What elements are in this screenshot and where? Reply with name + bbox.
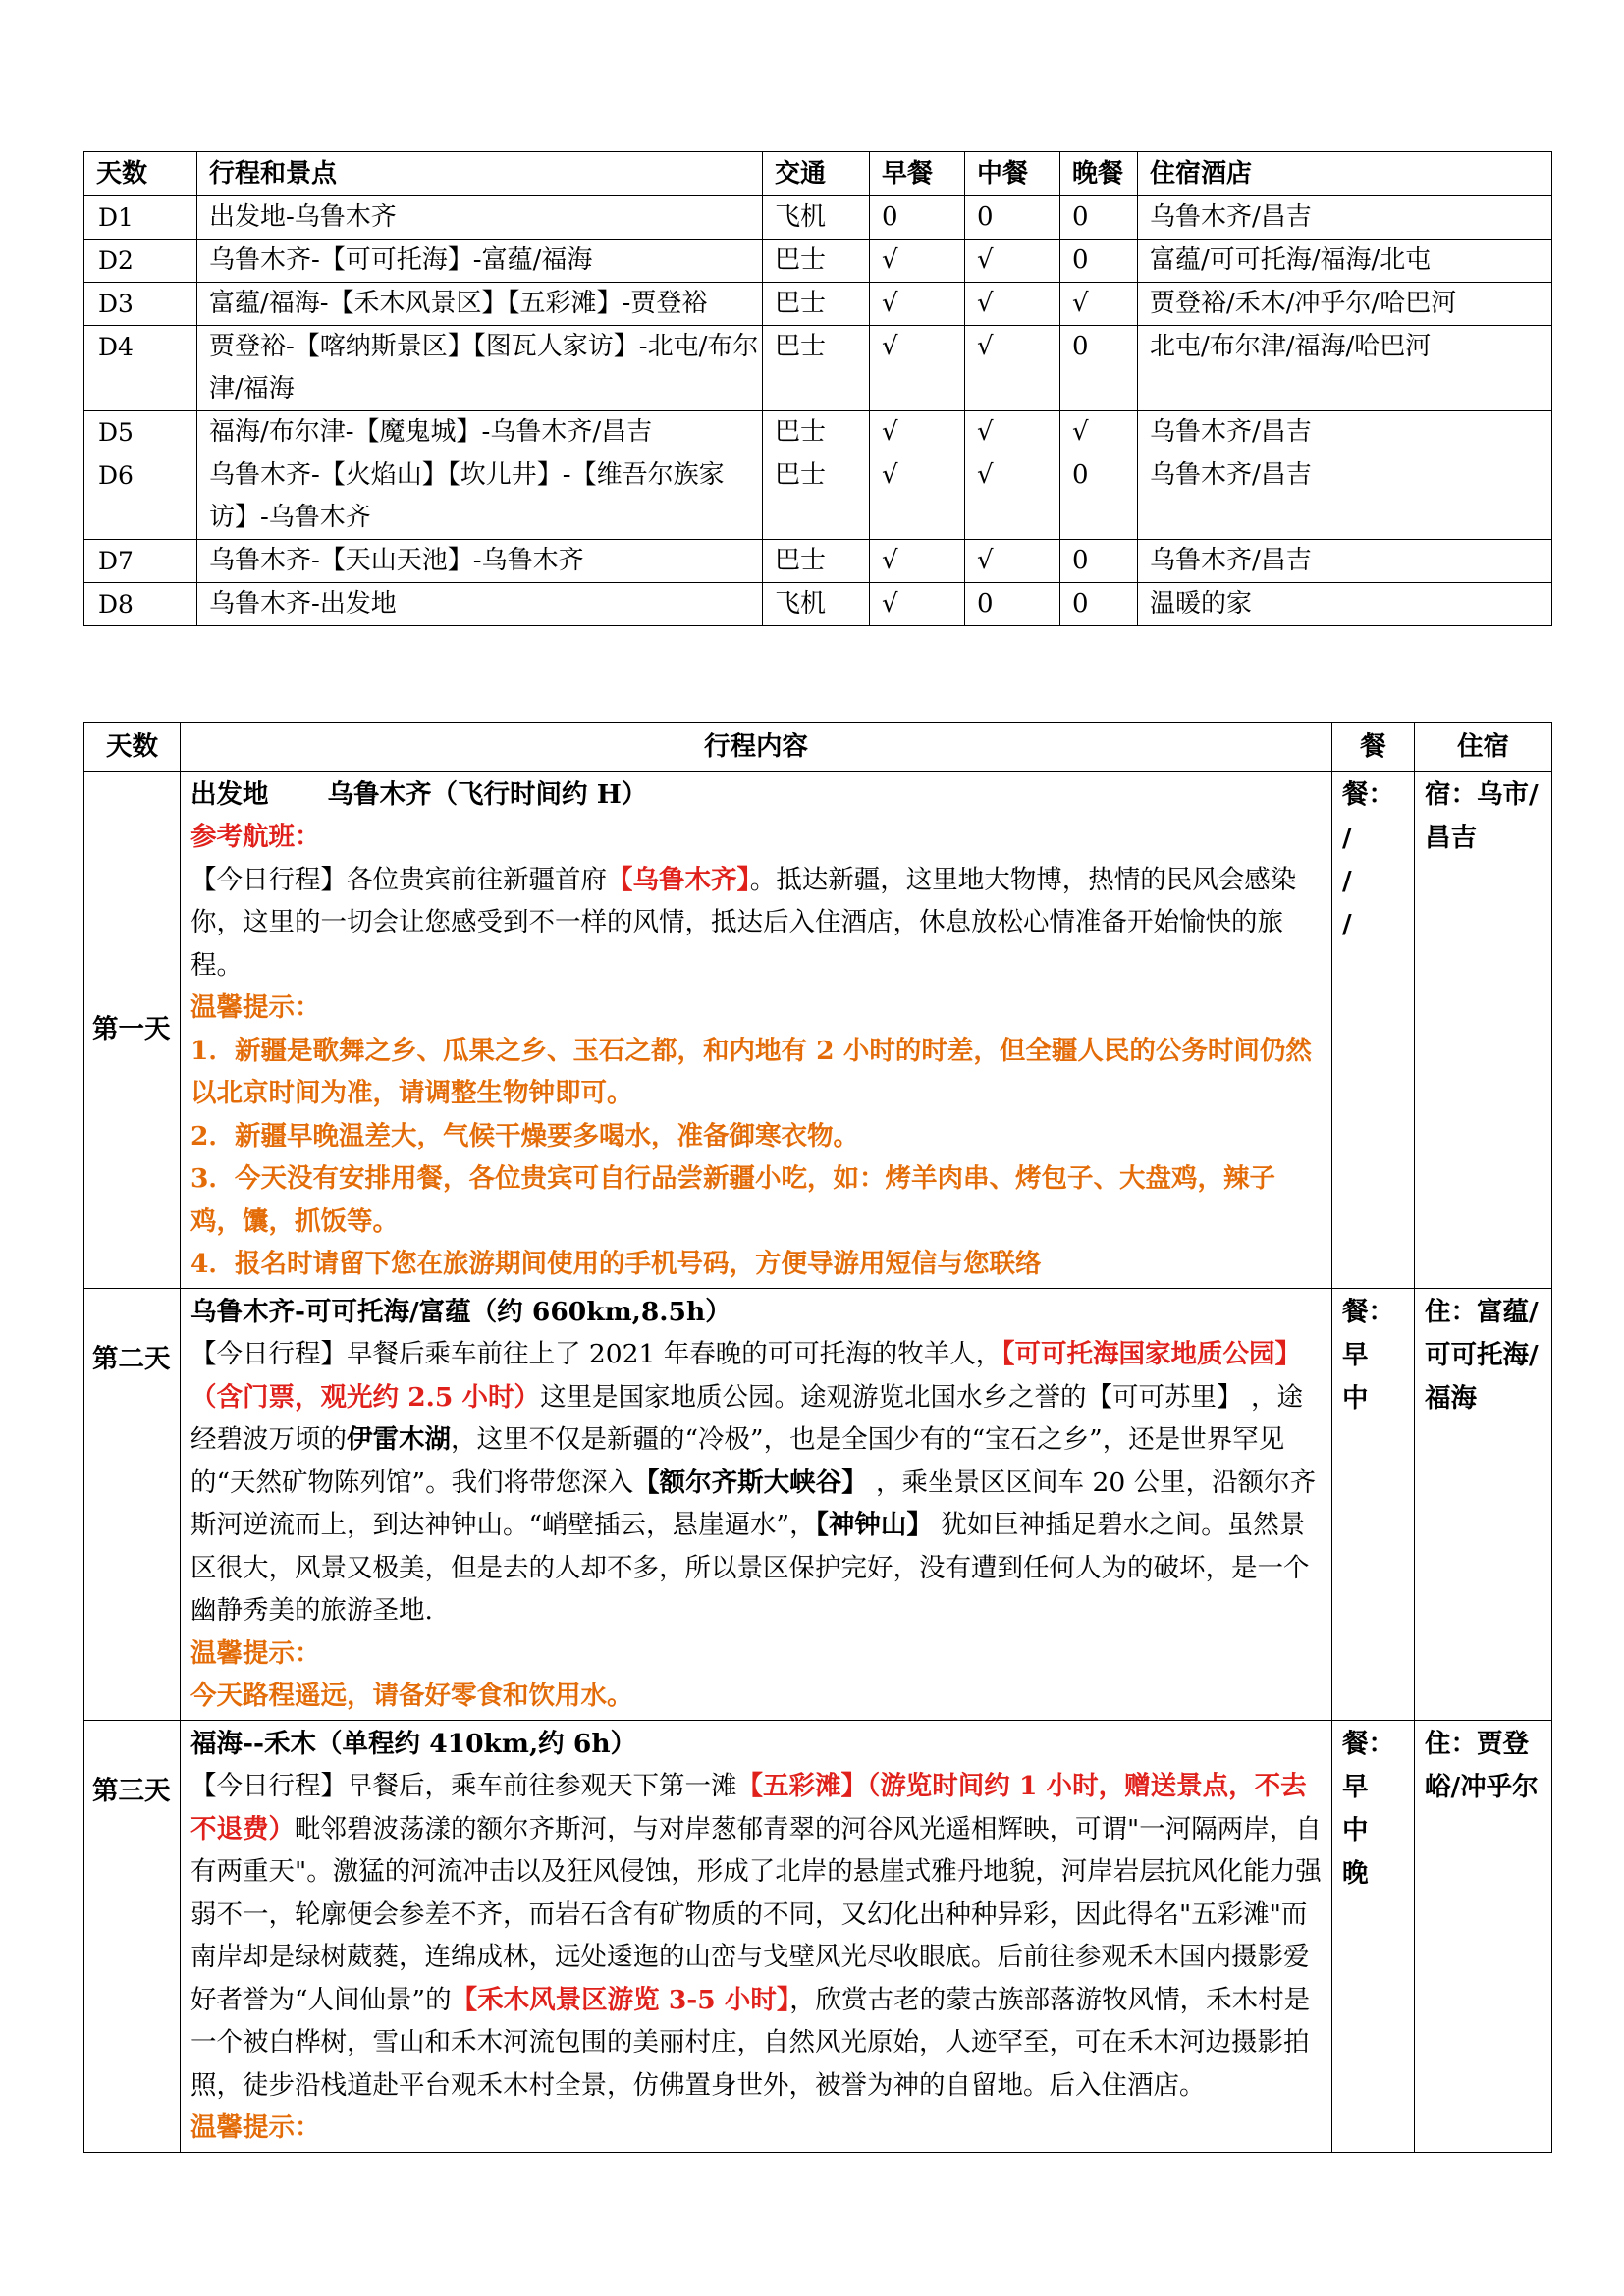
header-route: 行程和景点 <box>197 152 763 196</box>
meal-label: 餐： <box>1342 778 1394 810</box>
row-day: D5 <box>84 411 197 454</box>
row-breakfast: 0 <box>870 196 965 240</box>
day1-meals <box>1332 771 1415 1288</box>
day1-itin-prefix: 【今日行程】各位贵宾前往新疆首府 <box>190 864 607 895</box>
meal-item: 早 <box>1342 1771 1369 1802</box>
day3-label: 第三天 <box>84 1720 181 2152</box>
row-breakfast: √ <box>870 454 965 540</box>
row-breakfast: √ <box>870 583 965 626</box>
day3-p2-red: 【禾木风景区游览 3-5 小时】 <box>451 1984 790 2015</box>
itinerary-detail-table <box>83 722 1552 2153</box>
detail-header-content: 行程内容 <box>181 723 1332 772</box>
day2-title: 乌鲁木齐-可可托海/富蕴（约 660km,8.5h） <box>190 1296 731 1327</box>
day1-itin-rest: 。抵达新疆，这里地大物博，热情的民风会感染你，这里的一切会让您感受到不一样的风情，抵达后入住酒店，休息放松心情准备开始愉快的旅程。 <box>190 864 1297 981</box>
row-dinner: 0 <box>1060 326 1138 411</box>
row-day: D6 <box>84 454 197 540</box>
detail-row-day2 <box>84 1288 1552 1720</box>
day3-itinerary <box>190 1765 1322 2107</box>
row-route: 福海/布尔津-【魔鬼城】-乌鲁木齐/昌吉 <box>197 411 763 454</box>
row-lunch: √ <box>965 540 1060 583</box>
detail-header-meal: 餐 <box>1332 723 1415 772</box>
row-route: 乌鲁木齐-【火焰山】【坎儿井】-【维吾尔族家访】-乌鲁木齐 <box>197 454 763 540</box>
day1-title <box>190 774 1322 817</box>
day3-p3: ，欣赏古老的蒙古族部落游牧风情，禾木村是一个被白桦树，雪山和禾木河流包围的美丽村庄，自然风光原始，人迹罕至，可在禾木河边摄影拍照，徒步沿栈道赴平台观禾木村全景，仿佛置身世外，被誉为神的自留地。后入住酒店。 <box>190 1984 1311 2101</box>
day3-title: 福海--禾木（单程约 410km,约 6h） <box>190 1728 637 1759</box>
day2-content <box>181 1288 1332 1720</box>
summary-header-row <box>84 152 1552 196</box>
row-hotel: 乌鲁木齐/昌吉 <box>1138 454 1552 540</box>
row-day: D2 <box>84 240 197 283</box>
row-dinner: √ <box>1060 283 1138 326</box>
row-day: D3 <box>84 283 197 326</box>
day2-label: 第二天 <box>84 1288 181 1720</box>
row-day: D8 <box>84 583 197 626</box>
row-breakfast: √ <box>870 240 965 283</box>
row-breakfast: √ <box>870 326 965 411</box>
day3-tips-label: 温馨提示： <box>190 2112 321 2143</box>
row-hotel: 贾登裕/禾木/冲乎尔/哈巴河 <box>1138 283 1552 326</box>
day1-itinerary <box>190 859 1322 988</box>
summary-row <box>84 326 1552 411</box>
row-route: 乌鲁木齐-【天山天池】-乌鲁木齐 <box>197 540 763 583</box>
row-hotel: 乌鲁木齐/昌吉 <box>1138 411 1552 454</box>
detail-header-day: 天数 <box>84 723 181 772</box>
row-hotel: 富蕴/可可托海/福海/北屯 <box>1138 240 1552 283</box>
row-dinner: 0 <box>1060 540 1138 583</box>
day2-p2: 这里是国家地质公园。途观游览北国水乡之誉的【可可苏里】 ，途经碧波万顷的 <box>190 1381 1303 1455</box>
row-lunch: √ <box>965 411 1060 454</box>
row-breakfast: √ <box>870 283 965 326</box>
day1-tip: 1．新疆是歌舞之乡、瓜果之乡、玉石之都，和内地有 2 小时的时差，但全疆人民的公务时间仍然以北京时间为准，请调整生物钟即可。 <box>190 1035 1312 1108</box>
day1-tip: 3．今天没有安排用餐，各位贵宾可自行品尝新疆小吃，如：烤羊肉串、烤包子、大盘鸡，辣子鸡，馕，抓饭等。 <box>190 1163 1275 1237</box>
row-day: D7 <box>84 540 197 583</box>
day2-meals <box>1332 1288 1415 1720</box>
row-dinner: 0 <box>1060 240 1138 283</box>
row-dinner: 0 <box>1060 454 1138 540</box>
row-transport: 巴士 <box>763 540 870 583</box>
header-transport: 交通 <box>763 152 870 196</box>
row-transport: 巴士 <box>763 240 870 283</box>
day1-flight-label: 参考航班： <box>190 822 321 852</box>
header-hotel: 住宿酒店 <box>1138 152 1552 196</box>
row-day: D4 <box>84 326 197 411</box>
row-day: D1 <box>84 196 197 240</box>
day1-title-to: 乌鲁木齐（飞行时间约 H） <box>327 778 648 810</box>
meal-item: 晚 <box>1342 1857 1369 1889</box>
row-transport: 巴士 <box>763 283 870 326</box>
day2-tips-label: 温馨提示： <box>190 1637 321 1669</box>
meal-item: 中 <box>1342 1814 1369 1845</box>
meal-item: / <box>1342 908 1352 939</box>
row-lunch: √ <box>965 326 1060 411</box>
day2-p5: 犹如巨神插足碧水之间。虽然景区很大，风景又极美，但是去的人却不多，所以景区保护完好，没有遭到任何人为的破坏，是一个幽静秀美的旅游圣地. <box>190 1510 1310 1626</box>
meal-item: 早 <box>1342 1339 1369 1370</box>
summary-row <box>84 583 1552 626</box>
row-transport: 巴士 <box>763 326 870 411</box>
day1-itin-highlight: 【乌鲁木齐】 <box>607 864 750 895</box>
day1-content <box>181 771 1332 1288</box>
row-hotel: 北屯/布尔津/福海/哈巴河 <box>1138 326 1552 411</box>
row-dinner: 0 <box>1060 583 1138 626</box>
day1-tips-label: 温馨提示： <box>190 992 321 1023</box>
day2-p4: ，乘坐景区区间车 20 公里，沿额尔齐斯河逆流而上，到达神钟山。“峭壁插云，悬崖逼水”， <box>190 1467 1317 1540</box>
day2-hotel: 住：富蕴/可可托海/福海 <box>1415 1288 1552 1720</box>
row-lunch: √ <box>965 240 1060 283</box>
day1-tip: 2．新疆早晚温差大，气候干燥要多喝水，准备御寒衣物。 <box>190 1120 859 1151</box>
detail-row-day1 <box>84 771 1552 1288</box>
row-lunch: 0 <box>965 583 1060 626</box>
row-transport: 巴士 <box>763 454 870 540</box>
row-route: 富蕴/福海-【禾木风景区】【五彩滩】-贾登裕 <box>197 283 763 326</box>
day2-p1: 【今日行程】早餐后乘车前往上了 2021 年春晚的可可托海的牧羊人， <box>190 1339 1002 1369</box>
row-route: 乌鲁木齐-【可可托海】-富蕴/福海 <box>197 240 763 283</box>
row-transport: 飞机 <box>763 583 870 626</box>
row-dinner: 0 <box>1060 196 1138 240</box>
meal-label: 餐： <box>1342 1728 1394 1759</box>
day2-tip: 今天路程遥远，请备好零食和饮用水。 <box>190 1681 633 1711</box>
day2-p1-red: 【可可托海国家地质公园】（含门票，观光约 2.5 小时） <box>190 1339 1302 1413</box>
row-route: 出发地-乌鲁木齐 <box>197 196 763 240</box>
day2-itinerary <box>190 1333 1322 1632</box>
header-breakfast: 早餐 <box>870 152 965 196</box>
row-lunch: 0 <box>965 196 1060 240</box>
row-hotel: 乌鲁木齐/昌吉 <box>1138 540 1552 583</box>
summary-row <box>84 540 1552 583</box>
row-lunch: √ <box>965 454 1060 540</box>
day1-label: 第一天 <box>84 771 181 1288</box>
row-route: 乌鲁木齐-出发地 <box>197 583 763 626</box>
day1-tip: 4．报名时请留下您在旅游期间使用的手机号码，方便导游用短信与您联络 <box>190 1249 1042 1279</box>
row-transport: 巴士 <box>763 411 870 454</box>
row-transport: 飞机 <box>763 196 870 240</box>
detail-header-hotel: 住宿 <box>1415 723 1552 772</box>
day3-p2: 毗邻碧波荡漾的额尔齐斯河，与对岸葱郁青翠的河谷风光遥相辉映，可谓"一河隔两岸，自有两重天"。激猛的河流冲击以及狂风侵蚀，形成了北岸的悬崖式雅丹地貌，河岸岩层抗风化能力强弱不一，轮廓便会参差不齐，而岩石含有矿物质的不同，又幻化出种种异彩，因此得名"五彩滩"而南岸却是绿树葳蕤，连绵成林，远处逶迤的山峦与戈壁风光尽收眼底。后前往参观禾木国内摄影爱好者誉为“人间仙景”的 <box>190 1813 1322 2015</box>
day3-hotel: 住：贾登峪/冲乎尔 <box>1415 1720 1552 2152</box>
summary-row <box>84 240 1552 283</box>
day1-hotel: 宿：乌市/昌吉 <box>1415 771 1552 1288</box>
summary-row <box>84 454 1552 540</box>
day3-meals <box>1332 1720 1415 2152</box>
meal-item: / <box>1342 822 1352 853</box>
row-dinner: √ <box>1060 411 1138 454</box>
row-lunch: √ <box>965 283 1060 326</box>
row-breakfast: √ <box>870 411 965 454</box>
summary-row <box>84 411 1552 454</box>
meal-item: / <box>1342 865 1352 896</box>
day1-title-from: 出发地 <box>190 778 269 810</box>
day3-p1: 【今日行程】早餐后，乘车前往参观天下第一滩 <box>190 1771 737 1801</box>
row-breakfast: √ <box>870 540 965 583</box>
header-lunch: 中餐 <box>965 152 1060 196</box>
meal-label: 餐： <box>1342 1296 1394 1327</box>
day3-content <box>181 1720 1332 2152</box>
detail-header-row <box>84 723 1552 772</box>
meal-item: 中 <box>1342 1382 1369 1414</box>
day2-p3: ，这里不仅是新疆的“冷极”，也是全国少有的“宝石之乡”，还是世界罕见的“天然矿物陈列馆”。我们将带您深入 <box>190 1424 1285 1498</box>
detail-row-day3 <box>84 1720 1552 2152</box>
day2-p3-bold: 【额尔齐斯大峡谷】 <box>633 1467 868 1498</box>
itinerary-summary-table <box>83 151 1552 626</box>
row-hotel: 温暖的家 <box>1138 583 1552 626</box>
summary-row <box>84 196 1552 240</box>
header-dinner: 晚餐 <box>1060 152 1138 196</box>
summary-row <box>84 283 1552 326</box>
row-route: 贾登裕-【喀纳斯景区】【图瓦人家访】-北屯/布尔津/福海 <box>197 326 763 411</box>
day2-p2-bold: 伊雷木湖 <box>347 1424 451 1455</box>
header-day: 天数 <box>84 152 197 196</box>
day3-p1-red: 【五彩滩】（游览时间约 1 小时，赠送景点，不去不退费） <box>190 1771 1307 1844</box>
day2-p4-bold: 【神钟山】 <box>815 1510 933 1540</box>
row-hotel: 乌鲁木齐/昌吉 <box>1138 196 1552 240</box>
